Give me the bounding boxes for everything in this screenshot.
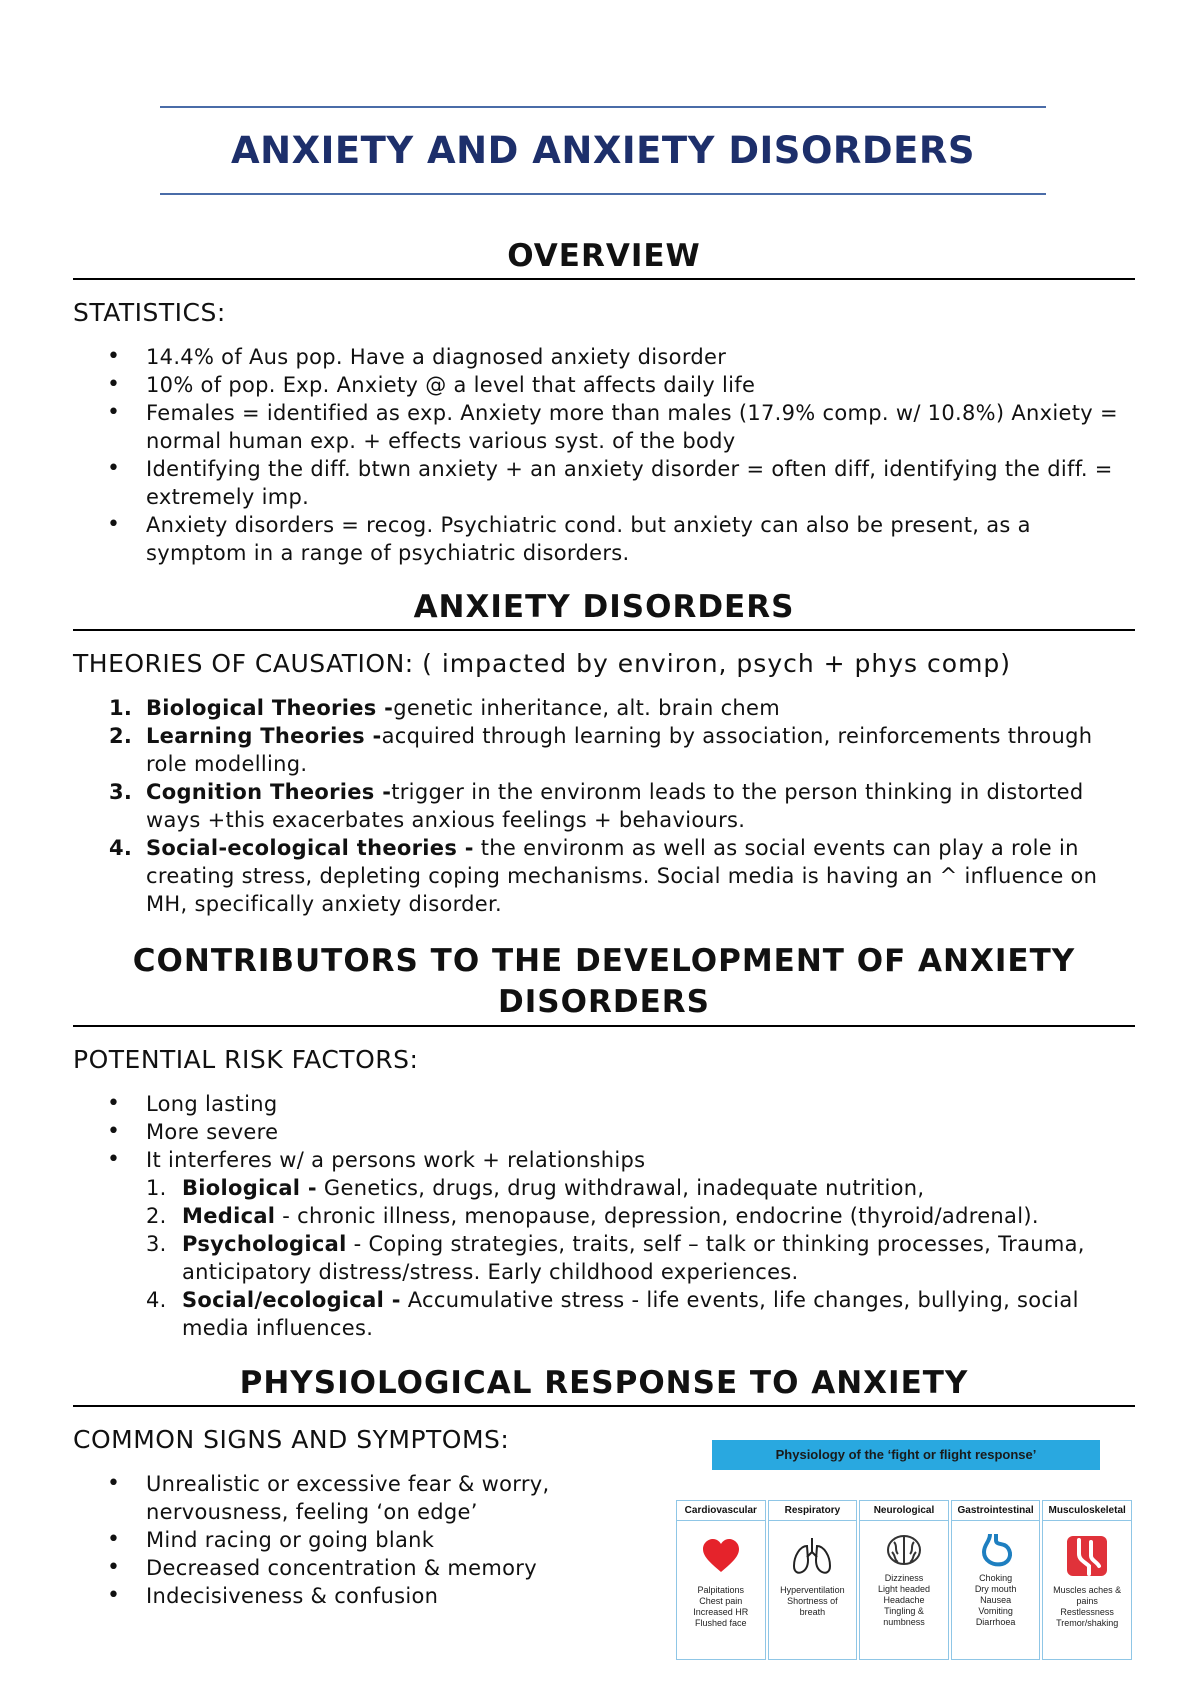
list-item (73, 1174, 1135, 1202)
causation-subheading (73, 649, 1135, 678)
item-text: genetic inheritance, alt. brain chem (393, 696, 780, 721)
item-text: Accumulative stress - life events, life changes, bullying, social media influences. (182, 1288, 1079, 1340)
column-text (677, 1585, 765, 1629)
item-number: 3. (146, 1232, 167, 1256)
item-number: 4. (109, 836, 133, 861)
symptom-line: Palpitations (697, 1585, 745, 1595)
figure-column-neurological (859, 1500, 949, 1660)
list-item: • Decreased concentration & memory (73, 1554, 593, 1582)
heart-icon (677, 1527, 765, 1585)
figure-column-respiratory (768, 1500, 858, 1660)
item-text: - Coping strategies, traits, self – talk or thinking processes, Trauma, anticipatory distress/stress. Early childhood experiences. (182, 1232, 1085, 1284)
item-text: the environm as well as social events can play a role in creating stress, depleting coping mechanisms. Social media is having an ^ influence on MH, specifically anxiety disorder. (146, 836, 1098, 917)
list-item: • It interferes w/ a persons work + relationships (73, 1146, 1135, 1174)
column-heading: Neurological (860, 1501, 948, 1521)
contributors-heading: CONTRIBUTORS TO THE DEVELOPMENT OF ANXIETY DISORDERS (73, 941, 1135, 1027)
signs-symptoms-list (73, 1470, 593, 1610)
list-item (73, 694, 1135, 722)
stomach-icon (952, 1527, 1040, 1573)
brain-icon (860, 1527, 948, 1573)
symptom-line: Vomiting (978, 1606, 1013, 1616)
item-number: 1. (109, 696, 133, 721)
item-label: Learning Theories - (146, 724, 382, 749)
figure-banner: Physiology of the ‘fight or flight response’ (712, 1440, 1100, 1470)
column-text (1043, 1585, 1131, 1629)
list-item: • Anxiety disorders = recog. Psychiatric cond. but anxiety can also be present, as a symptom in a range of psychiatric disorders. (73, 511, 1135, 567)
item-text: - chronic illness, menopause, depression, endocrine (thyroid/adrenal). (275, 1204, 1039, 1228)
symptom-line: Tremor/shaking (1056, 1618, 1119, 1628)
item-text: trigger in the environm leads to the person thinking in distorted ways +this exacerbates anxious feelings + behaviours. (146, 780, 1084, 833)
list-item: • 10% of pop. Exp. Anxiety @ a level that affects daily life (73, 371, 1135, 399)
symptom-line: Dry mouth (974, 1584, 1017, 1594)
list-item (73, 778, 1135, 834)
list-item: • Long lasting (73, 1090, 1135, 1118)
symptom-line: Hyperventilation (780, 1585, 845, 1595)
statistics-list (73, 343, 1135, 567)
item-number: 1. (146, 1176, 167, 1200)
causation-subheading-prefix: THEORIES OF CAUSATION: (73, 649, 423, 679)
lungs-icon (769, 1527, 857, 1585)
disorders-section (73, 587, 1135, 918)
item-label: Medical (182, 1204, 276, 1228)
column-heading: Musculoskeletal (1043, 1501, 1131, 1521)
item-label: Biological - (182, 1176, 317, 1200)
symptom-line: Light headed (877, 1584, 931, 1594)
item-text: Genetics, drugs, drug withdrawal, inadequate nutrition, (316, 1176, 925, 1200)
symptom-line: Dizziness (884, 1573, 924, 1583)
symptom-line: Flushed face (695, 1618, 747, 1628)
list-item: • Females = identified as exp. Anxiety more than males (17.9% comp. w/ 10.8%) Anxiety = normal human exp. + effects various syst. of the body (73, 399, 1135, 455)
symptom-line: Tingling & (884, 1606, 924, 1616)
item-number: 2. (109, 724, 133, 749)
symptom-line: Muscles aches & (1053, 1585, 1122, 1595)
symptom-line: Diarrhoea (975, 1617, 1016, 1627)
figure-columns (676, 1500, 1132, 1660)
overview-section (73, 236, 1135, 567)
list-item: • Identifying the diff. btwn anxiety + an anxiety disorder = often diff, identifying the diff. = extremely imp. (73, 455, 1135, 511)
column-heading: Gastrointestinal (952, 1501, 1040, 1521)
statistics-subheading: STATISTICS: (73, 298, 226, 328)
item-number: 2. (146, 1204, 167, 1228)
causation-subheading-detail: ( impacted by environ, psych + phys comp) (422, 649, 1012, 679)
risk-factors-subheading: POTENTIAL RISK FACTORS: (73, 1045, 419, 1074)
symptom-line: Chest pain (699, 1596, 743, 1606)
list-item: • 14.4% of Aus pop. Have a diagnosed anxiety disorder (73, 343, 1135, 371)
title-block (160, 106, 1046, 195)
list-item (73, 1230, 1135, 1286)
column-heading: Cardiovascular (677, 1501, 765, 1521)
list-item (73, 834, 1135, 918)
list-item: • Indecisiveness & confusion (73, 1582, 593, 1610)
signs-symptoms-subheading: COMMON SIGNS AND SYMPTOMS: (73, 1425, 510, 1455)
column-text (952, 1573, 1040, 1628)
item-number: 3. (109, 780, 133, 805)
symptom-line: Shortness of (787, 1596, 838, 1606)
list-item (73, 1202, 1135, 1230)
item-label: Cognition Theories - (146, 780, 392, 805)
list-item: • Unrealistic or excessive fear & worry, nervousness, feeling ‘on edge’ (73, 1470, 593, 1526)
list-item (73, 1286, 1135, 1342)
item-number: 4. (146, 1288, 167, 1312)
fight-or-flight-figure (676, 1440, 1132, 1670)
theories-list (73, 694, 1135, 918)
risk-factor-categories-list (73, 1174, 1135, 1342)
column-text (860, 1573, 948, 1628)
disorders-heading: ANXIETY DISORDERS (73, 587, 1135, 631)
symptom-line: breath (799, 1607, 826, 1617)
item-label: Social/ecological - (182, 1288, 401, 1312)
physiological-heading: PHYSIOLOGICAL RESPONSE TO ANXIETY (73, 1363, 1135, 1407)
list-item (73, 722, 1135, 778)
item-label: Biological Theories - (146, 696, 394, 721)
list-item: • More severe (73, 1118, 1135, 1146)
contributors-section (73, 941, 1135, 1342)
item-label: Social-ecological theories - (146, 836, 474, 861)
symptom-line: Nausea (980, 1595, 1012, 1605)
joint-pain-icon (1043, 1527, 1131, 1585)
item-text: acquired through learning by association, reinforcements through role modelling. (146, 724, 1093, 777)
figure-column-cardiovascular (676, 1500, 766, 1660)
symptom-line: Headache (883, 1595, 925, 1605)
item-label: Psychological (182, 1232, 347, 1256)
page-title: ANXIETY AND ANXIETY DISORDERS (230, 129, 976, 172)
list-item: • Mind racing or going blank (73, 1526, 593, 1554)
symptom-line: Choking (979, 1573, 1013, 1583)
symptom-line: Restlessness (1060, 1607, 1114, 1617)
symptom-line: pains (1076, 1596, 1098, 1606)
column-heading: Respiratory (769, 1501, 857, 1521)
symptom-line: numbness (883, 1617, 925, 1627)
figure-column-gastrointestinal (951, 1500, 1041, 1660)
column-text (769, 1585, 857, 1618)
risk-factors-list (73, 1090, 1135, 1174)
figure-column-musculoskeletal (1042, 1500, 1132, 1660)
overview-heading: OVERVIEW (73, 236, 1135, 280)
title-rule-bottom (160, 193, 1046, 195)
symptom-line: Increased HR (693, 1607, 749, 1617)
